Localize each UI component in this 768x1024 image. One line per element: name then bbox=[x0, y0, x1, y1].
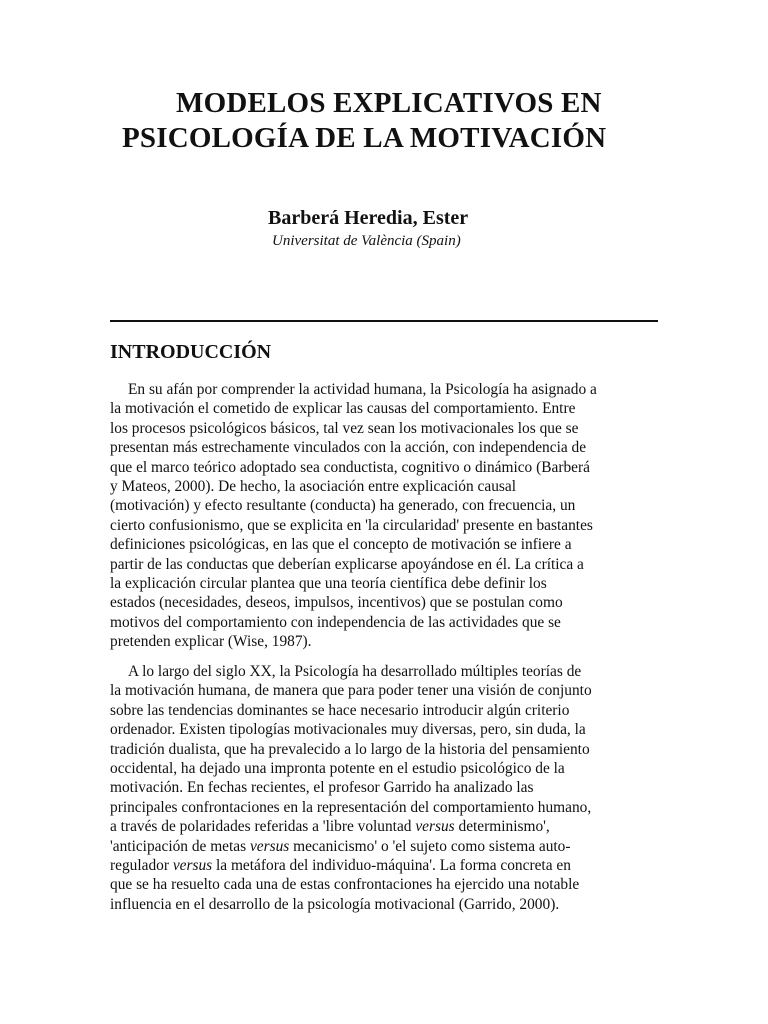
text-line bbox=[110, 856, 670, 875]
paragraph-1 bbox=[110, 380, 670, 651]
emphasis-versus: versus bbox=[172, 856, 213, 874]
text-line: presentan más estrechamente vinculados con la acción, con independencia de bbox=[110, 439, 587, 457]
text-line bbox=[110, 817, 670, 836]
text-line: tradición dualista, que ha prevalecido a lo largo de la historia del pensamiento bbox=[110, 740, 590, 758]
text-line: motivación. En fechas recientes, el profesor Garrido ha analizado las bbox=[110, 779, 534, 797]
text-line: (motivación) y efecto resultante (conducta) ha generado, con frecuencia, un bbox=[110, 497, 576, 515]
text-line: occidental, ha dejado una impronta potente en el estudio psicológico de la bbox=[110, 759, 565, 777]
text-segment: la metáfora del individuo-máquina'. La forma concreta en bbox=[212, 856, 571, 874]
text-line: estados (necesidades, deseos, impulsos, incentivos) que se postulan como bbox=[110, 594, 563, 612]
text-line: y Mateos, 2000). De hecho, la asociación entre explicación causal bbox=[110, 477, 516, 495]
author-affiliation: Universitat de València (Spain) bbox=[272, 233, 461, 249]
text-segment: a través de polaridades referidas a 'libre voluntad bbox=[110, 818, 416, 836]
emphasis-versus: versus bbox=[415, 818, 455, 836]
text-line: cierto confusionismo, que se explicita en 'la circularidad' presente en bastantes bbox=[110, 516, 593, 534]
text-line bbox=[110, 837, 670, 856]
text-line: A lo largo del siglo XX, la Psicología ha desarrollado múltiples teorías de bbox=[128, 663, 582, 680]
text-line: la explicación circular plantea que una teoría científica debe definir los bbox=[110, 574, 547, 592]
horizontal-rule bbox=[110, 320, 658, 322]
paper-title-line-2: PSICOLOGÍA DE LA MOTIVACIÓN bbox=[122, 122, 607, 154]
paper-title-line-1: MODELOS EXPLICATIVOS EN bbox=[176, 87, 602, 119]
paragraph-2 bbox=[110, 662, 670, 914]
text-line: que el marco teórico adoptado sea conductista, cognitivo o dinámico (Barberá bbox=[110, 458, 590, 476]
text-line: sobre las tendencias dominantes se hace necesario introducir algún criterio bbox=[110, 701, 570, 719]
author-name: Barberá Heredia, Ester bbox=[268, 207, 469, 229]
text-line: En su afán por comprender la actividad humana, la Psicología ha asignado a bbox=[128, 381, 597, 398]
text-line: la motivación humana, de manera que para poder tener una visión de conjunto bbox=[110, 682, 592, 700]
text-line: pretenden explicar (Wise, 1987). bbox=[110, 633, 312, 651]
text-segment: determinismo', bbox=[454, 818, 550, 836]
emphasis-versus: versus bbox=[249, 837, 290, 855]
text-line: los procesos psicológicos básicos, tal vez sean los motivacionales los que se bbox=[110, 419, 579, 437]
text-line: principales confrontaciones en la representación del comportamiento humano, bbox=[110, 798, 592, 816]
text-line: partir de las conductas que deberían explicarse apoyándose en él. La crítica a bbox=[110, 555, 584, 573]
text-line: influencia en el desarrollo de la psicología motivacional (Garrido, 2000). bbox=[110, 895, 560, 913]
text-line: que se ha resuelto cada una de estas confrontaciones ha ejercido una notable bbox=[110, 876, 580, 894]
text-segment: 'anticipación de metas bbox=[110, 837, 250, 855]
section-heading: INTRODUCCIÓN bbox=[110, 341, 272, 363]
text-segment: regulador bbox=[110, 856, 173, 874]
text-line: definiciones psicológicas, en las que el concepto de motivación se infiere a bbox=[110, 536, 572, 554]
text-line: ordenador. Existen tipologías motivacionales muy diversas, pero, sin duda, la bbox=[110, 721, 586, 739]
text-line: la motivación el cometido de explicar las causas del comportamiento. Entre bbox=[110, 400, 576, 418]
text-segment: mecanicismo' o 'el sujeto como sistema auto- bbox=[289, 837, 571, 855]
text-line: motivos del comportamiento con independencia de las actividades que se bbox=[110, 613, 561, 631]
